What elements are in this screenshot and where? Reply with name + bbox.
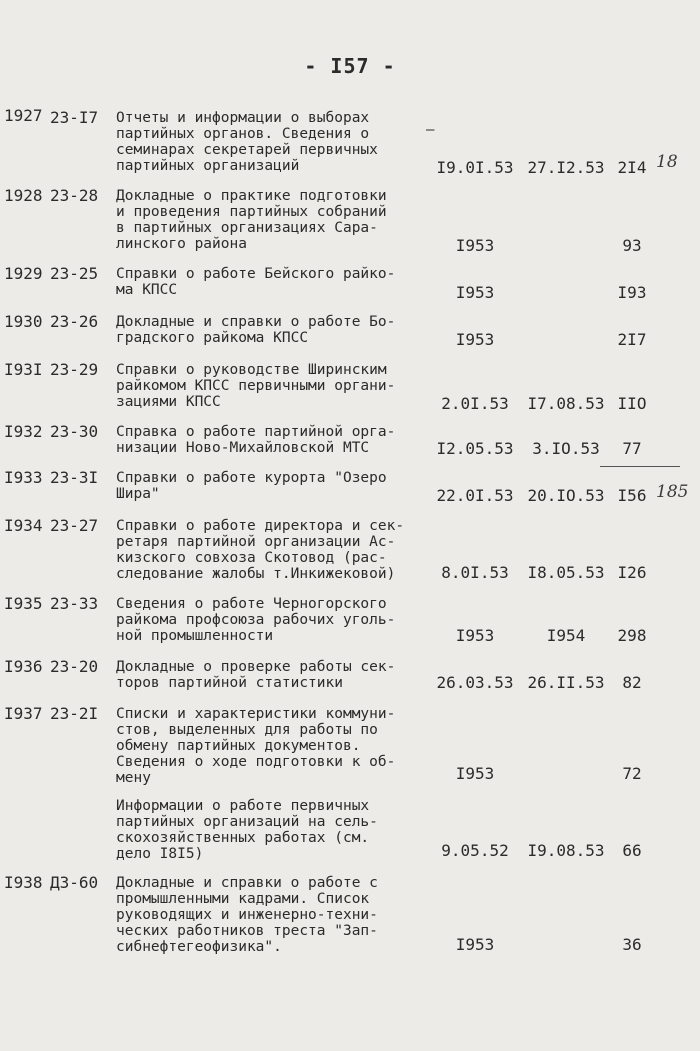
entry-code: 23-2I xyxy=(50,704,99,723)
entry-sheet-count: 82 xyxy=(622,673,642,692)
entry-description: Докладные о практике подготовки и проведения партийных собраний в партийных организациях Сара- линского района xyxy=(116,188,387,252)
entry-code: 23-25 xyxy=(50,264,99,283)
entry-end-date: 3.IO.53 xyxy=(532,439,600,458)
entry-sheet-count: I93 xyxy=(617,283,647,302)
entry-code: 23-29 xyxy=(50,360,99,379)
entry-code: Д3-60 xyxy=(50,873,99,892)
entry-sheet-count: 93 xyxy=(622,236,642,255)
entry-code: 23-28 xyxy=(50,186,99,205)
entry-sheet-count: IIO xyxy=(617,394,647,413)
entry-sheet-count: 298 xyxy=(617,626,647,645)
entry-number: I938 xyxy=(4,873,43,892)
entry-sheet-count: 2I7 xyxy=(617,330,647,349)
entry-sheet-count: 77 xyxy=(622,439,642,458)
entry-end-date: I9.08.53 xyxy=(527,841,605,860)
handwritten-note: 18 xyxy=(656,152,678,172)
entry-sheet-count: 66 xyxy=(622,841,642,860)
entry-number: I937 xyxy=(4,704,43,723)
entry-sheet-count: I56 xyxy=(617,486,647,505)
entry-number: 1929 xyxy=(4,264,43,283)
entry-start-date: I953 xyxy=(455,764,495,783)
entry-start-date: I953 xyxy=(455,236,495,255)
entry-end-date: 26.II.53 xyxy=(527,673,605,692)
entry-code: 23-3I xyxy=(50,468,99,487)
entry-end-date: 27.I2.53 xyxy=(527,158,605,177)
entry-end-date: I954 xyxy=(546,626,586,645)
entry-description: Информации о работе первичных партийных организаций на сель- скохозяйственных работах (см. дело I8I5) xyxy=(116,798,378,862)
entry-description: Справки о руководстве Ширинским райкомом КПСС первичными органи- зациями КПСС xyxy=(116,362,396,410)
entry-description: Докладные о проверке работы сек- торов партийной статистики xyxy=(116,659,396,691)
entry-start-date: I953 xyxy=(455,330,495,349)
entry-code: 23-I7 xyxy=(50,108,99,127)
entry-start-date: 26.03.53 xyxy=(436,673,514,692)
entry-description: Справки о работе Бейского райко- ма КПСС xyxy=(116,266,396,298)
entry-code: 23-26 xyxy=(50,312,99,331)
entry-description: Сведения о работе Черногорского райкома профсоюза рабочих уголь- ной промышленности xyxy=(116,596,396,644)
entry-number: I936 xyxy=(4,657,43,676)
entry-sheet-count: I26 xyxy=(617,563,647,582)
entry-code: 23-30 xyxy=(50,422,99,441)
entry-sheet-count: 2I4 xyxy=(617,158,647,177)
entry-start-date: 9.05.52 xyxy=(441,841,509,860)
entry-description: Докладные и справки о работе с промышленными кадрами. Список руководящих и инженерно-техни- ческих работников треста "Зап- сибнефтегеофизика". xyxy=(116,875,378,955)
entry-number: 1930 xyxy=(4,312,43,331)
handwritten-note: 185 xyxy=(656,482,689,502)
entry-description: Списки и характеристики коммуни- стов, выделенных для работы по обмену партийных документов. Сведения о ходе подготовки к об- мену xyxy=(116,706,396,786)
entry-start-date: 8.0I.53 xyxy=(441,563,509,582)
entry-description: Справка о работе партийной орга- низации Ново-Михайловской МТС xyxy=(116,424,396,456)
entry-description: Отчеты и информации о выборах партийных органов. Сведения о семинарах секретарей первичных партийных организаций xyxy=(116,110,378,174)
entry-start-date: 22.0I.53 xyxy=(436,486,514,505)
entry-sheet-count: 72 xyxy=(622,764,642,783)
entry-number: I93I xyxy=(4,360,43,379)
entry-description: Справки о работе курорта "Озеро Шира" xyxy=(116,470,387,502)
entry-start-date: I9.0I.53 xyxy=(436,158,514,177)
entry-number: 1928 xyxy=(4,186,43,205)
entry-end-date: 20.IO.53 xyxy=(527,486,605,505)
entry-start-date: 2.0I.53 xyxy=(441,394,509,413)
entry-sheet-count: 36 xyxy=(622,935,642,954)
entry-start-date: I953 xyxy=(455,935,495,954)
entry-end-date: I7.08.53 xyxy=(527,394,605,413)
entry-description: Докладные и справки о работе Бо- градского райкома КПСС xyxy=(116,314,396,346)
entry-number: I935 xyxy=(4,594,43,613)
entry-start-date: I953 xyxy=(455,283,495,302)
entry-end-date: I8.05.53 xyxy=(527,563,605,582)
entry-start-date: I953 xyxy=(455,626,495,645)
page-number: - I57 - xyxy=(304,54,396,78)
entry-number: I933 xyxy=(4,468,43,487)
entry-start-date: I2.05.53 xyxy=(436,439,514,458)
entry-description: Справки о работе директора и сек- ретаря партийной организации Ас- кизского совхоза Скотовод (рас- следование жалобы т.Инкижековой) xyxy=(116,518,405,582)
entry-number: 1927 xyxy=(4,106,43,125)
entry-code: 23-27 xyxy=(50,516,99,535)
entry-code: 23-20 xyxy=(50,657,99,676)
dash-mark: – xyxy=(426,122,435,138)
entry-number: I932 xyxy=(4,422,43,441)
entry-code: 23-33 xyxy=(50,594,99,613)
entry-number: I934 xyxy=(4,516,43,535)
